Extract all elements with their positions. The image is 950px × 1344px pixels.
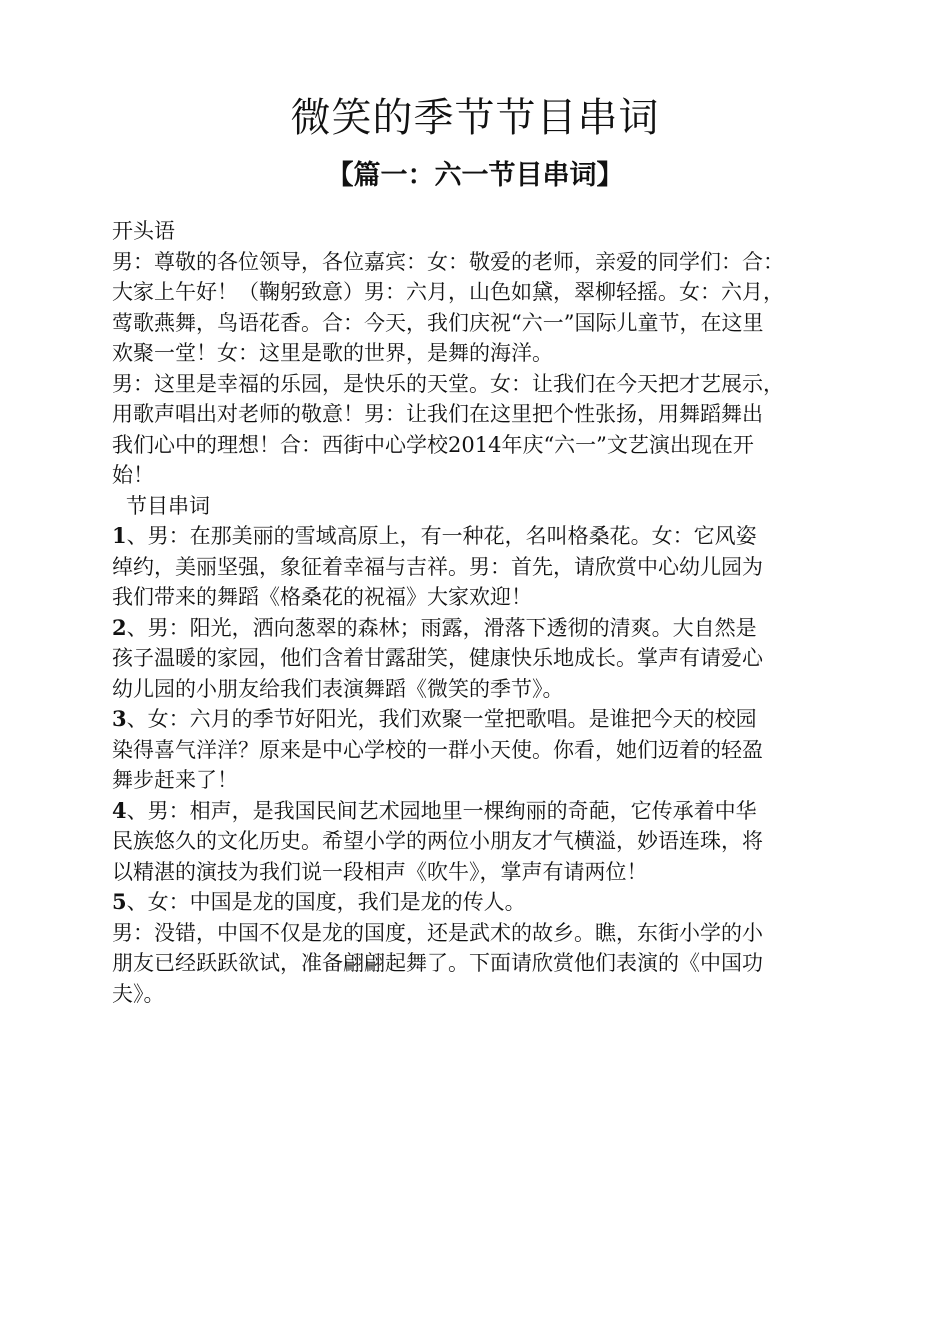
document-body [112,216,857,1009]
item-number: 5 [112,889,127,914]
text-line: 孩子温暖的家园，他们含着甘露甜笑，健康快乐地成长。掌声有请爱心 [112,646,763,670]
text-line: 欢聚一堂！女：这里是歌的世界，是舞的海洋。 [112,341,553,365]
item-number: 1 [112,523,127,548]
item-number: 2 [112,614,127,640]
text-line: 民族悠久的文化历史。希望小学的两位小朋友才气横溢，妙语连珠，将 [112,829,763,853]
text-line: 我们带来的舞蹈《格桑花的祝福》大家欢迎！ [112,585,532,609]
text-line: 莺歌燕舞，鸟语花香。合：今天，我们庆祝“六一”国际儿童节，在这里 [112,310,764,335]
section-heading-program-script: 节目串词 [126,493,210,518]
text-line: 男：这里是幸福的乐园，是快乐的天堂。女：让我们在今天把才艺展示， [112,371,784,396]
program-item-4: 4、男：相声，是我国民间艺术园地里一棵绚丽的奇葩，它传承着中华 [112,797,757,823]
text-line: 朋友已经跃跃欲试，准备翩翩起舞了。下面请欣赏他们表演的《中国功 [112,951,763,975]
program-item-1: 1、男：在那美丽的雪域高原上，有一种花，名叫格桑花。女：它风姿 [112,523,757,548]
text-line: 夫》。 [112,981,165,1006]
text-line: 绰约，美丽坚强，象征着幸福与吉祥。男：首先，请欣赏中心幼儿园为 [112,554,763,579]
document-title: 微笑的季节节目串词 [290,95,660,141]
text-line: 幼儿园的小朋友给我们表演舞蹈《微笑的季节》。 [112,676,564,701]
text-line: 男：没错，中国不仅是龙的国度，还是武术的故乡。瞧，东街小学的小 [112,920,763,945]
text-line: 男：尊敬的各位领导，各位嘉宾：女：敬爱的老师，亲爱的同学们：合： [112,249,784,274]
text-line: 始！ [112,463,154,487]
program-item-5: 5、女：中国是龙的国度，我们是龙的传人。 [112,889,526,914]
text-line: 染得喜气洋洋？原来是中心学校的一群小天使。你看，她们迈着的轻盈 [112,737,763,762]
text-line: 大家上午好！（鞠躬致意）男：六月，山色如黛，翠柳轻摇。女：六月， [112,280,784,304]
program-item-2: 2、男：阳光，洒向葱翠的森林；雨露，滑落下透彻的清爽。大自然是 [112,614,757,640]
document-subtitle: 【篇一：六一节目串词】 [326,160,624,191]
item-number: 3 [112,706,127,731]
program-item-3: 3、女：六月的季节好阳光，我们欢聚一堂把歌唱。是谁把今天的校园 [112,706,757,731]
text-line: 用歌声唱出对老师的敬意！男：让我们在这里把个性张扬，用舞蹈舞出 [112,402,763,426]
text-line: 舞步赶来了！ [112,768,238,792]
section-heading-opening: 开头语 [112,219,175,243]
item-number: 4 [112,797,127,823]
text-line: 我们心中的理想！合：西街中心学校2014年庆“六一”文艺演出现在开 [112,432,754,457]
text-line: 以精湛的演技为我们说一段相声《吹牛》，掌声有请两位！ [112,859,648,884]
